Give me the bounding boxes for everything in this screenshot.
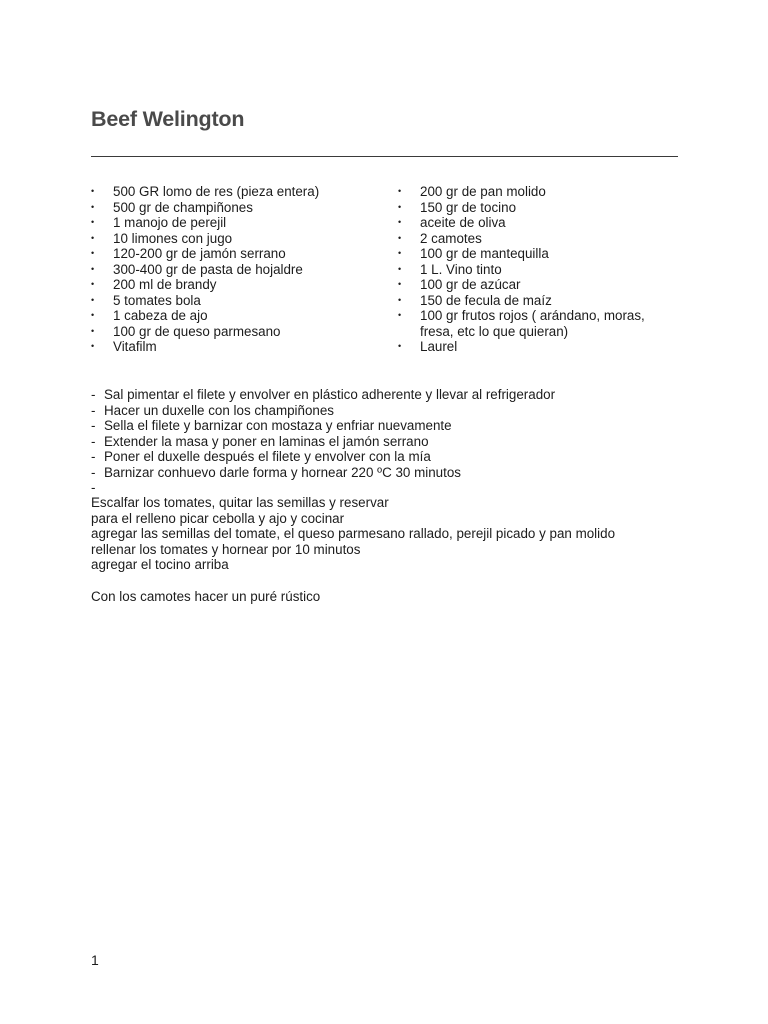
ingredient-text: 2 camotes (420, 230, 482, 246)
step-text: Sal pimentar el filete y envolver en plástico adherente y llevar al refrigerador (104, 387, 556, 402)
step-text: Poner el duxelle después el filete y envolver con la mía (104, 449, 431, 464)
bullet-icon: • (398, 310, 402, 320)
bullet-icon: • (91, 310, 95, 320)
instruction-line: agregar el tocino arriba (91, 557, 229, 572)
preparation-steps (91, 387, 691, 496)
title-divider (91, 156, 678, 157)
dash-marker: - (91, 433, 96, 449)
bullet-icon: • (398, 294, 402, 305)
step-text: Hacer un duxelle con los champiñones (104, 402, 335, 418)
ingredient-text: 100 gr de azúcar (420, 277, 521, 292)
ingredient-item (398, 231, 678, 247)
page-number: 1 (91, 952, 99, 968)
bullet-icon: • (91, 279, 95, 289)
bullet-icon: • (398, 279, 402, 289)
ingredient-item (398, 246, 678, 262)
step-item (91, 403, 691, 419)
bullet-icon: • (91, 341, 95, 351)
step-text: Sella el filete y barnizar con mostaza y enfriar nuevamente (104, 418, 452, 433)
ingredient-text: 120-200 gr de jamón serrano (113, 246, 286, 261)
ingredient-text: 1 cabeza de ajo (113, 308, 208, 323)
bullet-icon: • (91, 186, 95, 196)
ingredient-text: 1 manojo de perejil (113, 215, 227, 230)
dash-marker: - (91, 387, 96, 402)
bullet-icon: • (91, 325, 95, 336)
ingredient-text: 500 GR lomo de res (pieza entera) (113, 184, 320, 199)
ingredient-text: 300-400 gr de pasta de hojaldre (113, 261, 303, 277)
closing-note: Con los camotes hacer un puré rústico (91, 589, 321, 604)
ingredient-text: 1 L. Vino tinto (420, 261, 502, 277)
bullet-icon: • (91, 294, 95, 305)
tomato-instructions (91, 495, 691, 573)
ingredient-text: 200 ml de brandy (113, 277, 217, 292)
ingredient-item (91, 246, 391, 262)
bullet-icon: • (91, 217, 95, 227)
bullet-icon: • (91, 248, 95, 258)
step-text (104, 480, 108, 495)
step-item (91, 465, 691, 481)
step-item (91, 449, 691, 465)
ingredient-item (91, 308, 391, 324)
instruction-line: rellenar los tomates y hornear por 10 minutos (91, 541, 361, 557)
dash-marker: - (91, 449, 96, 464)
dash-marker: - (91, 480, 96, 495)
ingredients-list-right (398, 184, 678, 355)
page-title: Beef Welington (91, 107, 245, 131)
ingredient-item (91, 293, 391, 309)
ingredient-item (398, 184, 678, 200)
ingredient-item (398, 293, 678, 309)
ingredient-text: 500 gr de champiñones (113, 199, 253, 215)
ingredient-item (91, 200, 391, 216)
ingredient-text: 150 de fecula de maíz (420, 292, 552, 308)
ingredient-text: 100 gr de queso parmesano (113, 323, 281, 339)
bullet-icon: • (398, 217, 402, 227)
dash-marker: - (91, 402, 96, 418)
ingredient-item (91, 215, 391, 231)
ingredient-text: 5 tomates bola (113, 292, 201, 308)
ingredient-text: 200 gr de pan molido (420, 184, 546, 199)
ingredient-text: 100 gr frutos rojos ( arándano, moras, fresa, etc lo que quieran) (420, 308, 645, 339)
ingredient-item (91, 324, 391, 340)
step-text: Barnizar conhuevo darle forma y hornear 220 ºC 30 minutos (104, 464, 461, 480)
ingredient-text: 150 gr de tocino (420, 199, 517, 215)
ingredient-text: 10 limones con jugo (113, 230, 233, 246)
ingredient-text: aceite de oliva (420, 215, 506, 230)
bullet-icon: • (91, 263, 95, 274)
ingredient-item (398, 215, 678, 231)
bullet-icon: • (398, 263, 402, 274)
dash-marker: - (91, 418, 96, 433)
ingredient-text: Vitafilm (113, 339, 157, 354)
step-text: Extender la masa y poner en laminas el jamón serrano (104, 433, 429, 449)
ingredient-item (91, 262, 391, 278)
ingredient-item (91, 184, 391, 200)
bullet-icon: • (398, 248, 402, 258)
ingredient-item (398, 339, 678, 355)
bullet-icon: • (398, 232, 402, 243)
ingredient-item (398, 308, 678, 339)
ingredient-item (91, 231, 391, 247)
ingredient-item (398, 277, 678, 293)
dash-marker: - (91, 464, 96, 480)
step-item (91, 418, 691, 434)
bullet-icon: • (91, 232, 95, 243)
instruction-line: para el relleno picar cebolla y ajo y cocinar (91, 510, 345, 526)
step-item (91, 434, 691, 450)
step-item (91, 387, 691, 403)
ingredient-text: Laurel (420, 339, 458, 354)
bullet-icon: • (398, 201, 402, 212)
ingredients-list-left (91, 184, 391, 355)
step-item (91, 480, 691, 496)
instruction-line: Escalfar los tomates, quitar las semillas y reservar (91, 495, 389, 510)
ingredient-text: 100 gr de mantequilla (420, 246, 549, 261)
bullet-icon: • (91, 201, 95, 212)
ingredient-item (398, 200, 678, 216)
bullet-icon: • (398, 341, 402, 351)
ingredient-item (91, 339, 391, 355)
ingredient-item (398, 262, 678, 278)
instruction-line: agregar las semillas del tomate, el queso parmesano rallado, perejil picado y pan molido (91, 526, 616, 541)
ingredient-item (91, 277, 391, 293)
bullet-icon: • (398, 186, 402, 196)
